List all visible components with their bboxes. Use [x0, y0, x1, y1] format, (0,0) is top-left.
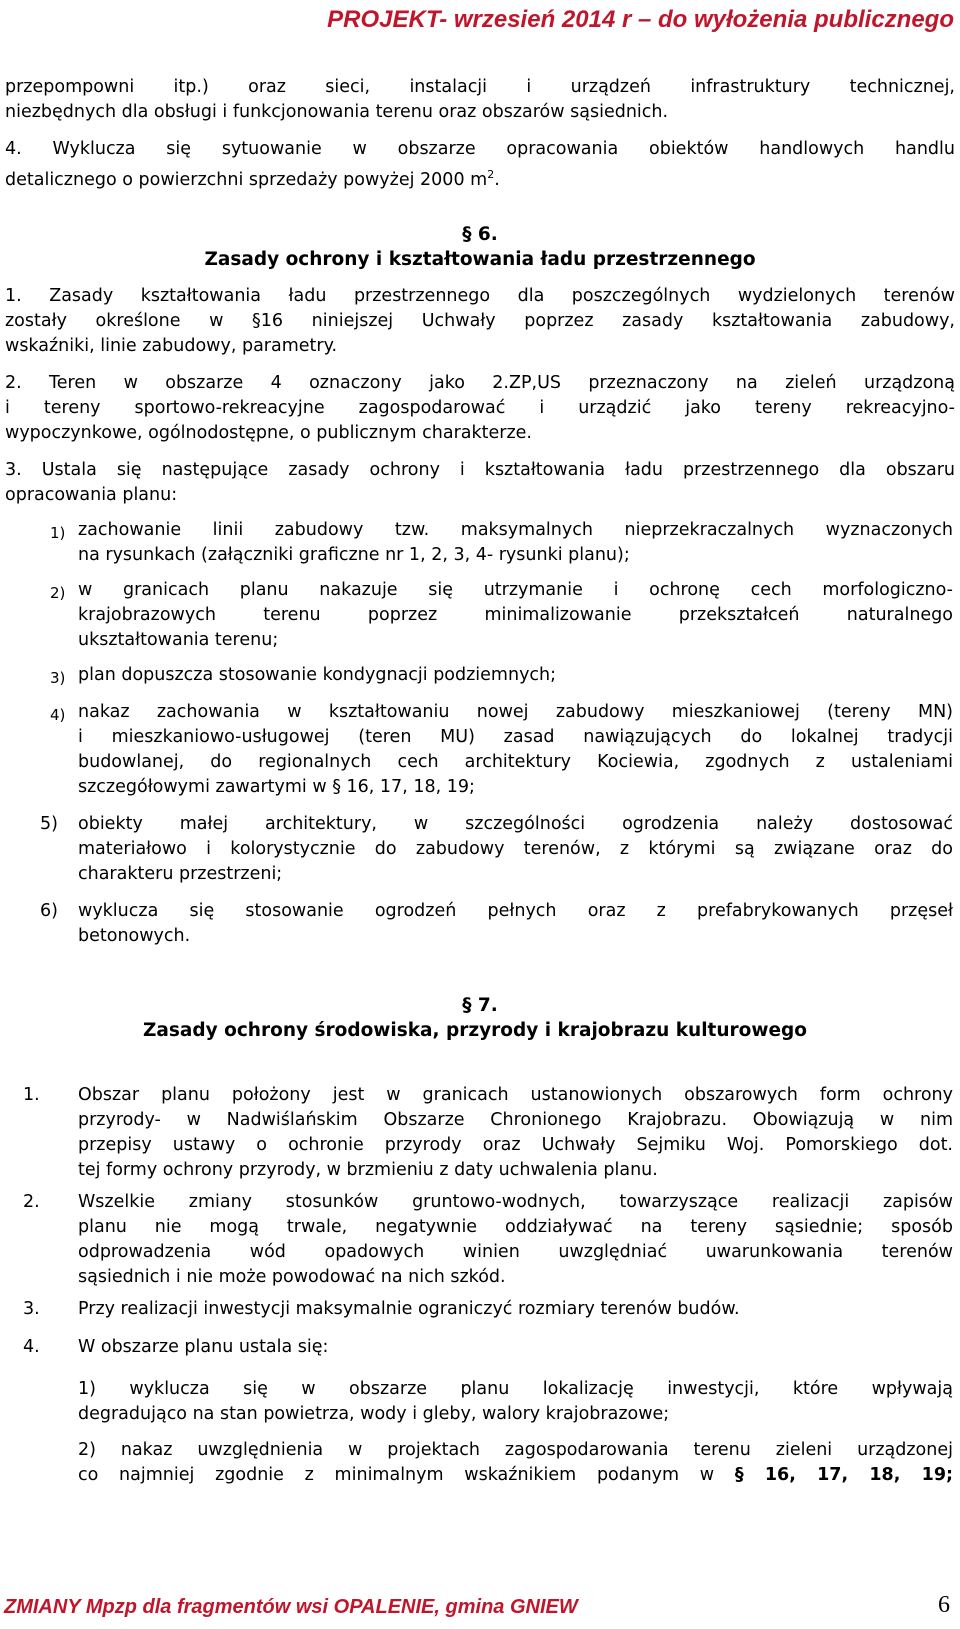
superscript: 2 [487, 168, 495, 181]
list-item [78, 1190, 953, 1290]
text-line: na rysunkach (załączniki graficzne nr 1, 2, 3, 4- rysunki planu); [78, 545, 630, 565]
intro-paragraph-end [5, 100, 955, 125]
text-line: wypoczynkowe, ogólnodostępne, o publicznym charakterze. [5, 423, 532, 443]
list-number: 4. [23, 1337, 40, 1357]
sec6-paragraph-3 [5, 458, 955, 483]
list-item [78, 1335, 953, 1360]
text-line: 2) nakaz uwzględnienia w projektach zagospodarowania terenu zieleni urządzonej [78, 1440, 953, 1460]
section-6-number: § 6. [462, 224, 498, 245]
text-line: 1) wyklucza się w obszarze planu lokalizację inwestycji, które wpływają [78, 1379, 953, 1399]
list-item [78, 1083, 953, 1183]
text-line: szczegółowymi zawartymi w § 16, 17, 18, 19; [78, 777, 475, 797]
list-item [78, 578, 953, 653]
list-item [78, 663, 953, 688]
list-item [78, 518, 953, 568]
sec6-paragraph-3-end [5, 483, 955, 508]
page-header-title: PROJEKT- wrzesień 2014 r – do wyłożenia publicznego [327, 6, 954, 33]
text-line: wskaźniki, linie zabudowy, parametry. [5, 336, 338, 356]
text-line: przepompowni itp.) oraz sieci, instalacji i urządzeń infrastruktury technicznej, [5, 77, 955, 97]
text-line: obiekty małej architektury, w szczególności ogrodzenia należy dostosować [78, 814, 953, 834]
text-line: Obszar planu położony jest w granicach ustanowionych obszarowych form ochrony [78, 1085, 953, 1105]
list-item [78, 812, 953, 887]
list-number: 1. [23, 1085, 40, 1105]
text-line: planu nie mogą trwale, negatywnie oddziaływać na tereny sąsiednie; sposób [78, 1217, 953, 1237]
text-line: przepisy ustawy o ochronie przyrody oraz Uchwały Sejmiku Woj. Pomorskiego dot. [78, 1135, 953, 1155]
list-item [78, 700, 953, 800]
text-line: plan dopuszcza stosowanie kondygnacji podziemnych; [78, 665, 557, 685]
sec6-paragraph-2 [5, 371, 955, 421]
list-item [78, 1297, 953, 1322]
text-line: opracowania planu: [5, 485, 178, 505]
list-number: 2) [50, 584, 66, 602]
intro-paragraph [5, 75, 955, 100]
text-line: i mieszkaniowo-usługowej (teren MU) zasad nawiązujących do lokalnej tradycji [78, 727, 953, 747]
paragraph-4 [5, 137, 955, 162]
text-line: zostały określone w §16 niniejszej Uchwały poprzez zasady kształtowania zabudowy, [5, 311, 955, 331]
list-number: 2. [23, 1192, 40, 1212]
text-line: odprowadzenia wód opadowych winien uwzględniać uwarunkowania terenów [78, 1242, 953, 1262]
list-number: 1) [50, 524, 66, 542]
text-line: ukształtowania terenu; [78, 630, 279, 650]
text-line: 2. Teren w obszarze 4 oznaczony jako 2.ZP,US przeznaczony na zieleń urządzoną [5, 373, 955, 393]
sub-item [78, 1438, 953, 1488]
bold-reference: § 16, 17, 18, 19; [734, 1465, 953, 1485]
text-line: betonowych. [78, 926, 191, 946]
text-line: wyklucza się stosowanie ogrodzeń pełnych oraz z prefabrykowanych przęseł [78, 901, 953, 921]
text-segment: co najmniej zgodnie z minimalnym wskaźnikiem podanym w [78, 1465, 735, 1485]
text-line: tej formy ochrony przyrody, w brzmieniu z daty uchwalenia planu. [78, 1160, 658, 1180]
text-line: nakaz zachowania w kształtowaniu nowej zabudowy mieszkaniowej (tereny MN) [78, 702, 953, 722]
section-7-number: § 7. [462, 995, 498, 1016]
sec6-paragraph-2-end [5, 421, 955, 446]
text-line: w granicach planu nakazuje się utrzymanie i ochronę cech morfologiczno- [78, 580, 953, 600]
page-number: 6 [938, 1592, 950, 1618]
paragraph-4-end [5, 162, 955, 193]
text-line: i tereny sportowo-rekreacyjne zagospodarować i urządzić jako tereny rekreacyjno- [5, 398, 955, 418]
list-item [78, 899, 953, 949]
text-line: W obszarze planu ustala się: [78, 1337, 329, 1357]
text-line: sąsiednich i nie może powodować na nich szkód. [78, 1267, 506, 1287]
text-line: materiałowo i kolorystycznie do zabudowy terenów, z którymi są związane oraz do [78, 839, 953, 859]
text-line: przyrody- w Nadwiślańskim Obszarze Chronionego Krajobrazu. Obowiązują w nim [78, 1110, 953, 1130]
text-line: 1. Zasady kształtowania ładu przestrzennego dla poszczególnych wydzielonych terenów [5, 286, 955, 306]
text-line: 4. Wyklucza się sytuowanie w obszarze opracowania obiektów handlowych handlu [5, 139, 955, 159]
list-number: 3. [23, 1299, 40, 1319]
text-line: degradująco na stan powietrza, wody i gleby, walory krajobrazowe; [78, 1404, 670, 1424]
text-line: charakteru przestrzeni; [78, 864, 283, 884]
text-line: detalicznego o powierzchni sprzedaży powyżej 2000 m [5, 169, 488, 190]
text-line: niezbędnych dla obsługi i funkcjonowania terenu oraz obszarów sąsiednich. [5, 102, 669, 122]
text-line: . [494, 169, 500, 190]
sec6-paragraph-1 [5, 284, 955, 334]
text-line: Przy realizacji inwestycji maksymalnie ograniczyć rozmiary terenów budów. [78, 1299, 740, 1319]
text-line: Wszelkie zmiany stosunków gruntowo-wodnych, towarzyszące realizacji zapisów [78, 1192, 953, 1212]
text-line: krajobrazowych terenu poprzez minimalizowanie przekształceń naturalnego [78, 605, 953, 625]
sub-item [78, 1377, 953, 1427]
page-footer-text: ZMIANY Mpzp dla fragmentów wsi OPALENIE, gmina GNIEW [4, 1596, 578, 1618]
section-7-title: Zasady ochrony środowiska, przyrody i krajobrazu kulturowego [143, 1020, 807, 1041]
list-number: 3) [50, 669, 66, 687]
text-line: 3. Ustala się następujące zasady ochrony i kształtowania ładu przestrzennego dla obszaru [5, 460, 955, 480]
sec6-paragraph-1-end [5, 334, 955, 359]
section-6-title: Zasady ochrony i kształtowania ładu przestrzennego [204, 249, 756, 270]
text-line [78, 1463, 953, 1488]
list-number: 6) [40, 901, 58, 921]
list-number: 5) [40, 814, 58, 834]
list-number: 4) [50, 706, 66, 724]
text-line: zachowanie linii zabudowy tzw. maksymalnych nieprzekraczalnych wyznaczonych [78, 520, 953, 540]
text-line: budowlanej, do regionalnych cech architektury Kociewia, zgodnych z ustaleniami [78, 752, 953, 772]
